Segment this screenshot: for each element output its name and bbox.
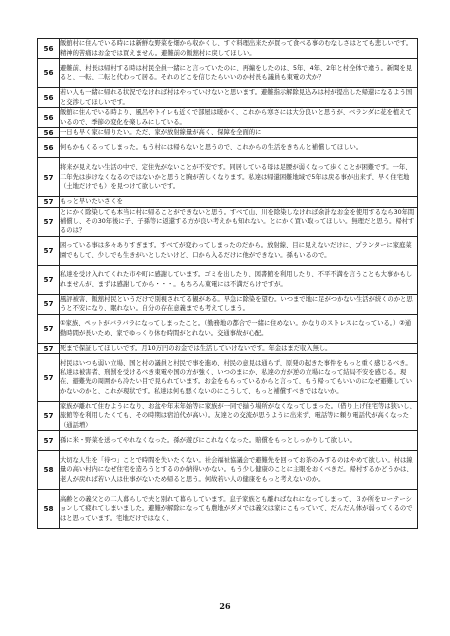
table-row [38,39,418,59]
comment-text: ①家族、ペットがバラバラになってしまったこと。（勤務地の都合で一緒に住めない。かなりのストレスになっている。）②通勤時間が長いため、家でゆっくり休む時間がとれない。交通事故が心配。 [60,314,418,343]
table-row [38,88,418,108]
comment-text: 高齢との義父との二人暮らしで夫と別れて暮らしています。息子家族とも離ればなれになってしまって、３か所をローテーションして疲れてしまいました。避難が解除になっても農地がダメでは義父は家にこもっていて、だんだん体が弱ってくるのではと思っています。宅地だけではなく、 [60,489,418,528]
table-row [38,108,418,128]
table-row [38,489,418,528]
comment-text: 若い人も一緒に帰れる状況でなければ村はやっていけないと思います。避難指示解除見込みは村が提出した帰還になるよう国と交渉してほしいです。 [60,88,418,108]
respondent-id: 57 [38,197,60,207]
table-row [38,343,418,353]
table-row [38,197,418,207]
table-row [38,430,418,450]
respondent-id: 56 [38,138,60,158]
table-row [38,353,418,401]
respondent-id: 57 [38,236,60,265]
respondent-id: 57 [38,294,60,314]
table-row [38,401,418,430]
comment-text: とにかく除染しても本当に村に帰ることができないと思う。すべて山、川を除染しなければ余計なお金を使用するなら30年間補償し、その30年後に子、子孫等に返還する方が良い考えかも知れない。とにかく買い取ってほしい。無理だと思う。帰村するのは？ [60,207,418,236]
comment-text: もっと早いたいさくを [60,197,418,207]
respondent-id: 57 [38,343,60,353]
respondent-id: 56 [38,108,60,128]
respondent-id: 56 [38,59,60,88]
table-row [38,138,418,158]
table-row [38,128,418,138]
comment-text: 困っている事は多々ありすぎます。すべてが変わってしまったのだから。放射線、目に見えないだけに、プランターに家庭菜園でもして、少しでも生きがいとしたいけど、口から入るだけに他ができない。孫もいるので。 [60,236,418,265]
respondent-id: 56 [38,88,60,108]
table-row [38,314,418,343]
respondent-id: 56 [38,39,60,59]
comment-text: 死まで保証してほしいです。月10万円のお金では生活していけないです。年金はまだ収入無し。 [60,343,418,353]
comment-text: 将来が見えない生活の中で、定住先がないことが不安です。同居している母は足腰が弱くなって歩くことが困難です。一年、二年先は歩けなくなるのではないかと思うと胸が苦しくなります。私達は帰還困難地域で5年は戻る事が出来ず、早く住宅地（土地だけでも）を見つけて欲しいです。 [60,158,418,197]
comment-text: 風評被害、飯舘村民というだけで別視されてる観がある。早急に除染を望む。いつまで地に足がつかない生活が続くのかと思うと不安になり、眠れない。自分の存在意義までも考えてしまう。 [60,294,418,314]
respondent-id: 58 [38,450,60,489]
comment-text: 孫に米・野菜を送ってやれなくなった。孫が遊びにこれなくなった。賠償をもっとしっかりして欲しい。 [60,430,418,450]
respondent-id: 57 [38,158,60,197]
comments-table-wrapper [37,38,417,529]
respondent-id: 57 [38,265,60,294]
respondent-id: 57 [38,430,60,450]
comment-text: 飯舘村に住んでいる時には新鮮な野菜を畑から収かくし、すぐ料理出来たが買って食べる事のむなしさはとても悲しいです。精神的苦痛はお金では買えません。避難前の飯舘村に戻してほしい。 [60,39,418,59]
table-row [38,158,418,197]
respondent-id: 56 [38,128,60,138]
comment-text: 避難前、村長は帰村する時は村民全員一緒にと言っていたのに、再編をしたのは、5年、4年、2年と村全体で違う。新聞を見ると、一転、二転と代わって居る。それのどこを信じたらいいのか村長も議員も東電の犬か？ [60,59,418,88]
respondent-id: 57 [38,314,60,343]
comment-text: 何もかもくるってしまった。もう村には帰らないと思うので、これからの生活をきちんと補償してほしい。 [60,138,418,158]
table-row [38,450,418,489]
comments-table [37,38,418,529]
table-row [38,236,418,265]
respondent-id: 57 [38,207,60,236]
comment-text: 大切な人生を「待つ」ことで時間を失いたくない。社会福祉協議会で避難先を回ってお茶のみするのはやめて欲しい。村は線量の高い村内になぜ住宅を造ろうとするのか納得いかない。もう少し健康のことに主眼をおくべきだ。帰村するかどうかは、老人が戻れば若い人は仕事がないため帰ると思う。何故若い人の健康をもっと考えないのか。 [60,450,418,489]
table-row [38,59,418,88]
table-row [38,294,418,314]
page-number: 26 [219,601,231,611]
respondent-id: 58 [38,489,60,528]
comment-text: 私達を受け入れてくれた市や町に感謝しています。ゴミを出したり、図書館を利用したり、不平不満を言うことも大事かもしれませんが、まずは感謝してから・・・。もちろん東電には不満だらけですが。 [60,265,418,294]
comment-text: 飯舘に住んでいる時より、風呂やトイレも近くで部屋は暖かく、これから寒さには大分良いと思うが、ベランダに花を植えているので、季節の変化を楽しみにしている。 [60,108,418,128]
comment-text: 一日も早く家に帰りたい。ただ、家が放射線量が高く、保障を全面的に [60,128,418,138]
respondent-id: 57 [38,401,60,430]
comment-text: 家族が離れて住むようになり、お盆や年末年始等に家族が一同で揃う場所がなくなってしまった。（借り上げ住宅等は狭いし、旅館等を利用したくても、その時期は宿泊代が高い）。友達との交流が思うように出来ず、電話等に頼り電話代が高くなった（通話増） [60,402,416,429]
table-row [38,265,418,294]
table-row [38,207,418,236]
respondent-id: 57 [38,353,60,401]
comment-text: 村民はいつも弱い立場、国と村の議員と村民で事を進め、村民の意見は通らず、原発の起きた事件をもっと重く感じるべき。私達は被害者、刑罰を受けるべき東電や国の方が強く、いつのまにか、私達の方が逆の立場になって結局不安を感じる。現在、避難先の周囲から冷たい目で見られています。お金をもらっているからと言って、もう帰ってもいいのになぜ避難していかないのかと、これが現状です。私達は何も悪くないのにこうして、もっと補償すべきではないか。 [60,353,418,401]
